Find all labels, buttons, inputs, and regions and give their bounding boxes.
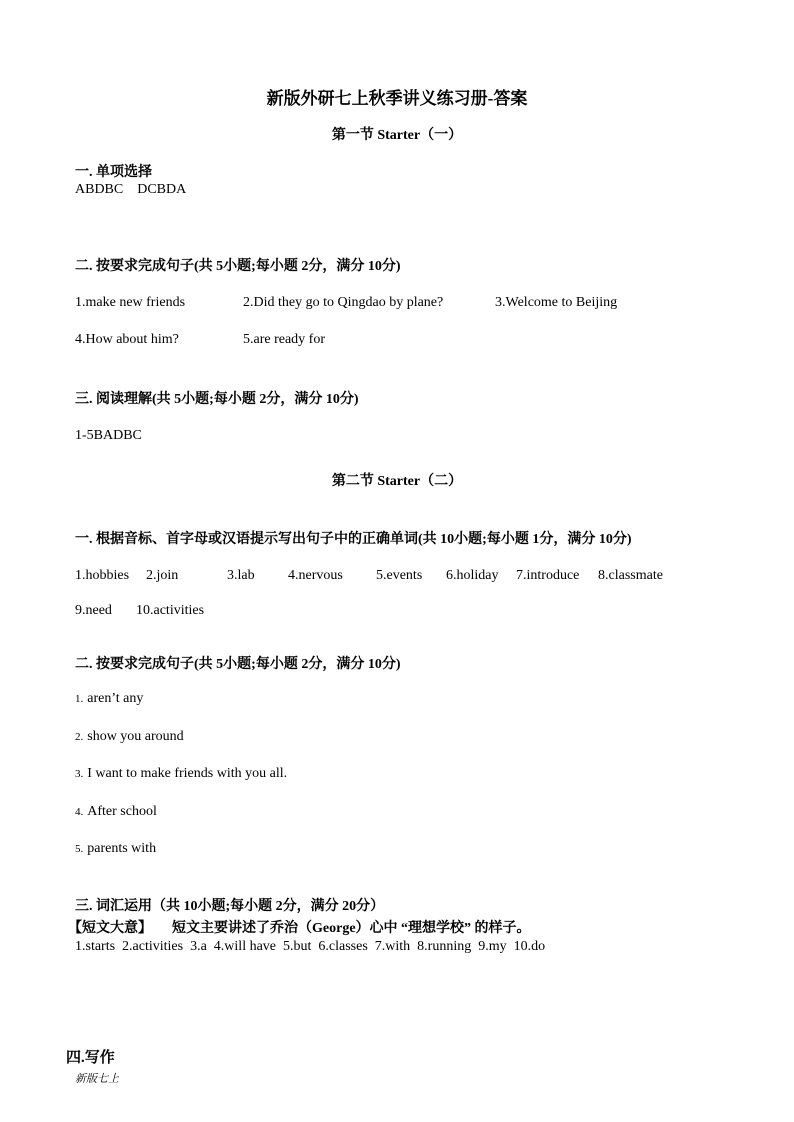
s2-q1-answer-2: 2.join xyxy=(146,568,179,583)
item-text: parents with xyxy=(87,841,157,856)
summary-text: 短文主要讲述了乔治（George）心中 “理想学校” 的样子。 xyxy=(172,921,531,936)
s1-q2-answer-3: 3.Welcome to Beijing xyxy=(495,295,618,310)
s2-q3-answers: 1.starts 2.activities 3.a 4.will have 5.but 6.classes 7.with 8.running 9.my 10.do xyxy=(75,939,546,954)
item-number: 2. xyxy=(75,731,84,743)
section-2-title: 第二节 Starter（二） xyxy=(331,474,463,489)
summary-label: 【短文大意】 xyxy=(68,921,152,936)
item-number: 5. xyxy=(75,843,84,855)
s2-q4-heading: 四.写作 xyxy=(66,1050,115,1066)
item-text: After school xyxy=(87,804,157,819)
s2-q2-item xyxy=(75,691,143,707)
item-text: I want to make friends with you all. xyxy=(87,766,288,781)
item-number: 3. xyxy=(75,768,84,780)
s1-q1-heading: 一. 单项选择 xyxy=(75,165,152,180)
summary-line xyxy=(68,917,531,937)
s2-q2-heading: 二. 按要求完成句子(共 5小题;每小题 2分，满分 10分) xyxy=(75,657,401,672)
s1-q3-answers: 1-5BADBC xyxy=(75,428,142,443)
page-footer: 新版七上 xyxy=(75,1073,119,1085)
item-number: 4. xyxy=(75,806,84,818)
s1-q2-answer-1: 1.make new friends xyxy=(75,295,186,310)
s2-q1-answer-9: 9.need xyxy=(75,603,112,618)
s2-q2-item xyxy=(75,766,287,782)
s1-q2-heading: 二. 按要求完成句子(共 5小题;每小题 2分，满分 10分) xyxy=(75,259,401,274)
section-1-title: 第一节 Starter（一） xyxy=(331,128,463,143)
s2-q3-heading: 三. 词汇运用（共 10小题;每小题 2分，满分 20分） xyxy=(75,899,385,914)
s2-q1-answer-3: 3.lab xyxy=(227,568,255,583)
document-title: 新版外研七上秋季讲义练习册-答案 xyxy=(266,89,528,108)
s2-q1-answer-1: 1.hobbies xyxy=(75,568,130,583)
s1-q3-heading: 三. 阅读理解(共 5小题;每小题 2分，满分 10分) xyxy=(75,392,359,407)
s1-q2-answer-5: 5.are ready for xyxy=(243,332,326,347)
s2-q1-answer-4: 4.nervous xyxy=(288,568,343,583)
s2-q1-answer-7: 7.introduce xyxy=(516,568,580,583)
s2-q1-heading: 一. 根据音标、首字母或汉语提示写出句子中的正确单词(共 10小题;每小题 1分，满分 10分) xyxy=(75,532,632,547)
s1-q2-answer-2: 2.Did they go to Qingdao by plane? xyxy=(243,295,444,310)
s2-q2-item xyxy=(75,804,157,820)
s1-q1-answers: ABDBC DCBDA xyxy=(75,182,187,197)
item-number: 1. xyxy=(75,693,84,705)
item-text: show you around xyxy=(87,729,184,744)
s2-q2-item xyxy=(75,729,184,745)
item-text: aren’t any xyxy=(87,691,144,706)
s2-q2-item xyxy=(75,841,156,857)
s2-q1-answer-5: 5.events xyxy=(376,568,423,583)
s1-q2-answer-4: 4.How about him? xyxy=(75,332,179,347)
s2-q1-answer-8: 8.classmate xyxy=(598,568,663,583)
s2-q1-answer-10: 10.activities xyxy=(136,603,205,618)
s2-q1-answer-6: 6.holiday xyxy=(446,568,499,583)
